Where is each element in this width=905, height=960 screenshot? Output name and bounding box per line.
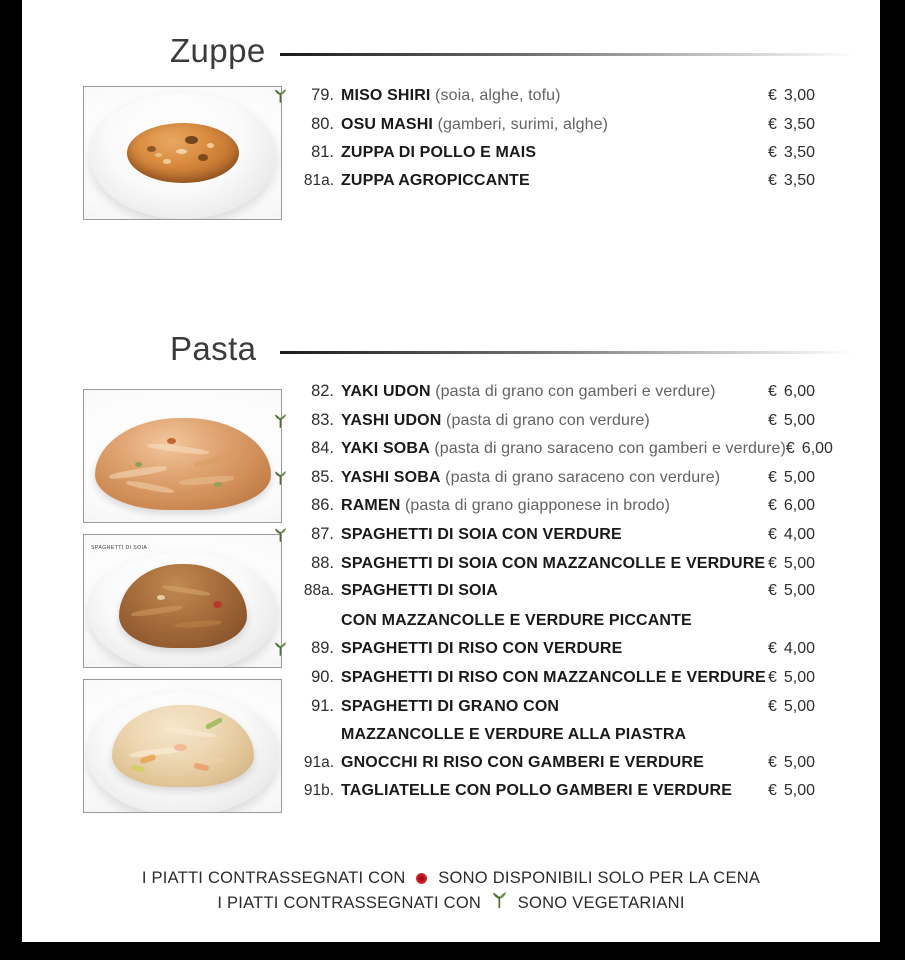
soup-liquid	[127, 123, 239, 183]
menu-list-pasta	[290, 382, 856, 811]
menu-item-description	[341, 440, 786, 458]
menu-item-row	[290, 86, 856, 115]
menu-item-name: SPAGHETTI DI RISO CON MAZZANCOLLE E VERDURE	[341, 668, 766, 686]
menu-item-number: 82.	[311, 382, 334, 400]
udon-photo-bg	[84, 390, 281, 522]
riso-photo-bg	[84, 680, 281, 812]
menu-item-row	[290, 782, 856, 811]
menu-item-ingredients: (pasta di grano saraceno con gamberi e verdure)	[429, 440, 786, 458]
menu-item-price	[768, 669, 856, 687]
menu-item-row	[290, 697, 856, 726]
section-rule-zuppe	[280, 53, 854, 56]
legend-line-vegetarian	[22, 891, 880, 916]
menu-item-name: OSU MASHI	[341, 115, 434, 133]
menu-item-ingredients: (pasta di grano con gamberi e verdure)	[430, 383, 716, 400]
udon-mound	[95, 418, 271, 510]
sprout-icon	[274, 527, 288, 543]
menu-item-row	[290, 554, 856, 583]
price-amount: 5,00	[783, 753, 816, 771]
menu-item-name: YAKI SOBA	[341, 440, 430, 458]
menu-item-name: YAKI UDON	[341, 383, 431, 400]
price-amount: 5,00	[783, 411, 816, 429]
soup-photo	[83, 86, 282, 220]
menu-item-row	[290, 382, 856, 411]
sprout-icon	[274, 641, 288, 657]
menu-item-name: TAGLIATELLE CON POLLO GAMBERI E VERDURE	[341, 782, 733, 800]
menu-item-row	[290, 496, 856, 525]
menu-item-description	[341, 698, 768, 716]
menu-item-price	[768, 698, 856, 716]
menu-item-price	[768, 412, 856, 430]
price-amount: 3,00	[783, 87, 816, 104]
menu-item-price	[768, 526, 856, 544]
menu-item-number: 84.	[311, 439, 334, 458]
menu-item-price	[768, 172, 856, 190]
currency-symbol: €	[768, 782, 777, 800]
menu-item-price	[768, 497, 856, 515]
section-title-zuppe: Zuppe	[170, 32, 266, 69]
menu-item-description	[341, 87, 768, 105]
currency-symbol: €	[768, 468, 777, 486]
menu-item-name: SPAGHETTI DI SOIA CON MAZZANCOLLE E VERDURE	[341, 554, 766, 572]
menu-item-description	[341, 172, 768, 190]
menu-item-ingredients: (pasta di grano giapponese in brodo)	[400, 497, 671, 515]
soia-photo-caption: SPAGHETTI DI SOIA	[91, 544, 148, 551]
currency-symbol: €	[768, 411, 777, 429]
menu-item-description	[341, 555, 768, 573]
currency-symbol: €	[768, 115, 777, 133]
menu-page	[22, 0, 880, 942]
udon-photo	[83, 389, 282, 523]
menu-item-name: ZUPPA AGROPICCANTE	[341, 171, 530, 189]
price-amount: 6,00	[783, 383, 816, 400]
sprout-icon	[274, 413, 288, 429]
legend-dinner-after: SONO DISPONIBILI SOLO PER LA CENA	[438, 869, 761, 887]
section-zuppe	[22, 22, 880, 68]
spaghetti-di-riso-photo	[83, 679, 282, 813]
price-amount: 5,00	[783, 668, 816, 686]
menu-item-name: SPAGHETTI DI SOIA	[341, 582, 498, 600]
menu-list-zuppe	[290, 86, 856, 200]
menu-item-number: 86.	[311, 496, 334, 515]
menu-item-price	[768, 782, 856, 800]
currency-symbol: €	[768, 144, 777, 162]
menu-item-description	[341, 144, 768, 162]
menu-item-row	[290, 468, 856, 497]
legend	[22, 866, 880, 916]
menu-item-name: YASHI SOBA	[341, 468, 441, 486]
menu-item-price	[768, 555, 856, 573]
section-rule-pasta	[280, 351, 854, 354]
menu-item-number: 91b.	[303, 782, 334, 800]
menu-item-name: SPAGHETTI DI SOIA CON VERDURE	[341, 525, 622, 543]
menu-item-name: SPAGHETTI DI RISO CON VERDURE	[341, 640, 623, 658]
menu-item-row	[290, 754, 856, 783]
menu-item-name: SPAGHETTI DI GRANO CON	[341, 697, 560, 715]
price-amount: 3,50	[783, 144, 816, 162]
currency-symbol: €	[768, 582, 777, 600]
sprout-icon	[274, 88, 288, 104]
menu-item-number: 81a.	[303, 171, 334, 189]
menu-item-ingredients: (gamberi, surimi, alghe)	[433, 115, 609, 133]
menu-item-number: 83.	[311, 410, 334, 429]
currency-symbol: €	[768, 697, 777, 715]
menu-item-description	[341, 412, 768, 430]
menu-item-name: YASHI UDON	[341, 411, 442, 429]
red-dot-icon	[416, 873, 427, 884]
menu-item-price	[768, 383, 856, 401]
price-amount: 5,00	[783, 697, 816, 715]
currency-symbol: €	[768, 753, 777, 771]
price-amount: 5,00	[783, 582, 816, 600]
currency-symbol: €	[768, 87, 777, 104]
spaghetti-di-soia-photo	[83, 534, 282, 668]
price-amount: 4,00	[783, 525, 816, 543]
currency-symbol: €	[768, 525, 777, 543]
legend-dinner-before: I PIATTI CONTRASSEGNATI CON	[141, 869, 406, 887]
menu-item-row	[290, 439, 856, 468]
menu-item-price	[768, 754, 856, 772]
menu-item-description	[341, 669, 768, 687]
price-amount: 5,00	[783, 782, 816, 800]
price-amount: 6,00	[783, 497, 816, 515]
menu-item-continuation-row	[290, 611, 856, 640]
menu-item-continuation-row	[290, 725, 856, 754]
menu-item-number: 80.	[311, 114, 334, 133]
menu-item-number: 91.	[311, 696, 334, 715]
price-amount: 5,00	[783, 554, 816, 572]
soup-photo-bg	[84, 87, 281, 219]
legend-veg-before: I PIATTI CONTRASSEGNATI CON	[217, 894, 482, 912]
menu-item-name: GNOCCHI RI RISO CON GAMBERI E VERDURE	[341, 753, 704, 771]
menu-item-number: 88.	[311, 553, 334, 572]
menu-item-number: 88a.	[303, 582, 334, 600]
menu-item-number: 90.	[311, 667, 334, 686]
menu-item-number: 91a.	[303, 753, 334, 771]
price-amount: 3,50	[783, 115, 816, 133]
menu-item-description	[341, 469, 768, 487]
menu-item-price	[768, 640, 856, 658]
menu-item-name-continuation: MAZZANCOLLE E VERDURE ALLA PIASTRA	[341, 726, 687, 744]
currency-symbol: €	[768, 554, 777, 572]
menu-item-row	[290, 143, 856, 172]
menu-item-price	[768, 144, 856, 162]
menu-item-description	[341, 782, 768, 800]
currency-symbol: €	[785, 440, 795, 458]
price-amount: 6,00	[801, 440, 833, 458]
currency-symbol: €	[768, 171, 777, 189]
menu-item-number: 89.	[311, 639, 334, 658]
section-header-zuppe	[22, 22, 880, 68]
menu-item-price	[768, 469, 856, 487]
menu-item-number: 85.	[311, 467, 334, 486]
section-pasta	[22, 320, 880, 366]
menu-item-row	[290, 525, 856, 554]
menu-item-price	[786, 440, 874, 458]
legend-veg-after: SONO VEGETARIANI	[517, 894, 685, 912]
menu-item-description	[341, 526, 768, 544]
menu-item-description	[341, 383, 768, 401]
menu-item-row	[290, 172, 856, 201]
menu-item-row	[290, 411, 856, 440]
menu-item-number: 81.	[311, 143, 334, 162]
menu-item-row	[290, 668, 856, 697]
menu-item-price	[768, 87, 856, 105]
menu-item-number: 79.	[311, 86, 334, 104]
sprout-icon	[274, 470, 288, 486]
menu-item-name-continuation: CON MAZZANCOLLE E VERDURE PICCANTE	[341, 611, 692, 629]
menu-item-description	[341, 754, 768, 772]
menu-item-row	[290, 639, 856, 668]
section-title-pasta: Pasta	[170, 330, 257, 367]
menu-item-description	[341, 116, 768, 134]
menu-item-name: ZUPPA DI POLLO E MAIS	[341, 144, 537, 162]
currency-symbol: €	[768, 383, 777, 400]
menu-item-description	[341, 582, 768, 600]
menu-item-ingredients: (pasta di grano saraceno con verdure)	[440, 468, 721, 486]
menu-item-ingredients: (pasta di grano con verdure)	[441, 411, 650, 429]
menu-item-number: 87.	[311, 524, 334, 543]
price-amount: 4,00	[783, 640, 816, 658]
price-amount: 5,00	[783, 468, 816, 486]
menu-item-description	[341, 497, 768, 515]
menu-item-name: RAMEN	[341, 497, 401, 515]
menu-item-ingredients: (soia, alghe, tofu)	[430, 87, 561, 104]
price-amount: 3,50	[783, 171, 816, 189]
menu-item-description	[341, 640, 768, 658]
currency-symbol: €	[768, 497, 777, 515]
menu-item-name: MISO SHIRI	[341, 87, 431, 104]
legend-line-dinner	[22, 866, 880, 891]
menu-item-price	[768, 116, 856, 134]
soia-photo-bg	[84, 535, 281, 667]
sprout-icon	[492, 891, 507, 916]
currency-symbol: €	[768, 668, 777, 686]
currency-symbol: €	[768, 640, 777, 658]
section-header-pasta	[22, 320, 880, 366]
menu-item-row	[290, 115, 856, 144]
menu-item-price	[768, 582, 856, 600]
menu-item-row	[290, 582, 856, 611]
